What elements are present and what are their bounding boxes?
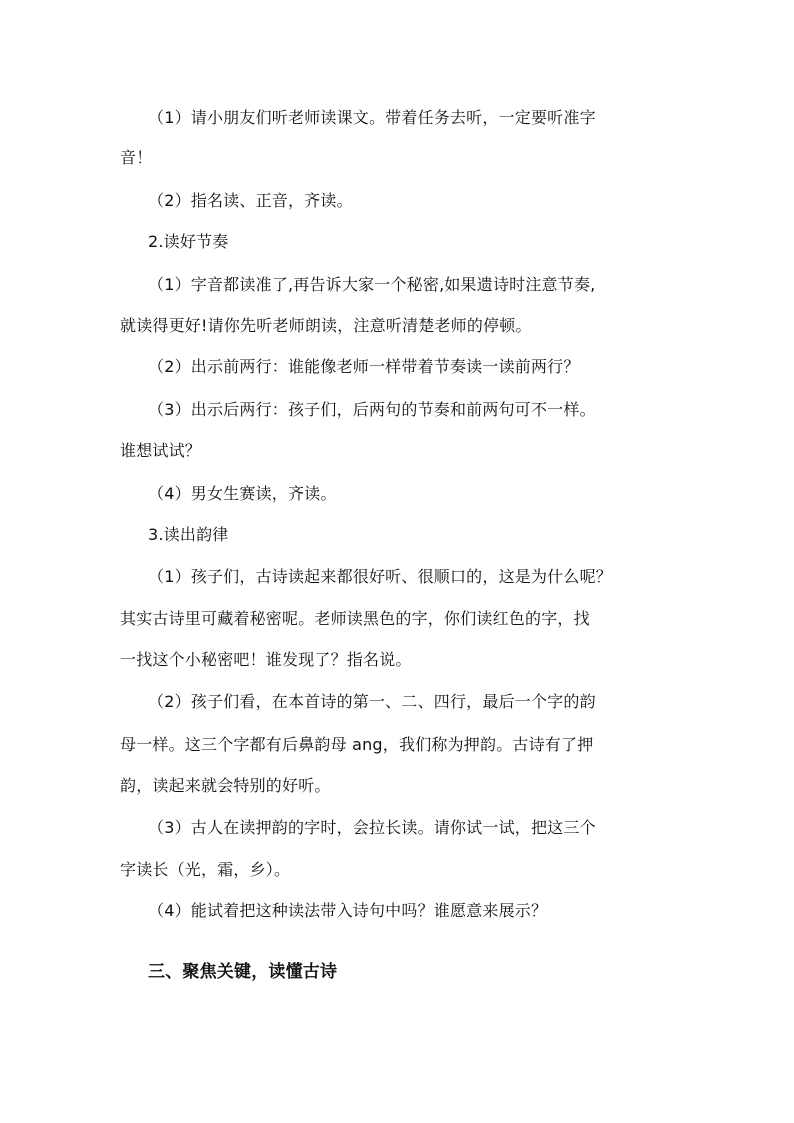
paragraph-line: （2）出示前两行：谁能像老师一样带着节奏读一读前两行？ (148, 357, 580, 376)
paragraph-line: 谁想试试？ (120, 441, 202, 460)
paragraph-line: （3）古人在读押韵的字时，会拉长读。请你试一试，把这三个 (148, 818, 596, 837)
paragraph-line: 一找这个小秘密吧！谁发现了？指名说。 (120, 650, 412, 669)
paragraph-line: （4）男女生赛读，齐读。 (148, 484, 337, 503)
paragraph-line: 字读长（光，霜，乡）。 (120, 860, 291, 879)
subheading-line: 2.读好节奏 (148, 232, 229, 251)
subheading-line: 3.读出韵律 (148, 525, 229, 544)
paragraph-line: （1）孩子们，古诗读起来都很好听、很顺口的，这是为什么呢？ (148, 567, 612, 586)
paragraph-line: 就读得更好!请你先听老师朗读，注意听清楚老师的停顿。 (120, 316, 532, 335)
paragraph-line: （2）指名读、正音，齐读。 (148, 191, 353, 210)
paragraph-line: （3）出示后两行：孩子们，后两句的节奏和前两句可不一样。 (148, 400, 596, 419)
paragraph-line: 其实古诗里可藏着秘密呢。老师读黑色的字，你们读红色的字，找 (120, 609, 590, 628)
section-heading: 三、聚焦关键，读懂古诗 (148, 962, 338, 982)
paragraph-line: 母一样。这三个字都有后鼻韵母 ang，我们称为押韵。古诗有了押 (120, 735, 594, 754)
paragraph-line: （1）请小朋友们听老师读课文。带着任务去听，一定要听准字 (148, 108, 596, 127)
paragraph-line: （1）字音都读准了,再告诉大家一个秘密,如果遗诗时注意节奏, (148, 275, 596, 294)
paragraph-line: 韵，读起来就会特别的好听。 (120, 776, 331, 795)
paragraph-line: 音！ (120, 148, 153, 167)
paragraph-line: （2）孩子们看，在本首诗的第一、二、四行，最后一个字的韵 (148, 692, 596, 711)
paragraph-line: （4）能试着把这种读法带入诗句中吗？谁愿意来展示？ (148, 901, 548, 920)
